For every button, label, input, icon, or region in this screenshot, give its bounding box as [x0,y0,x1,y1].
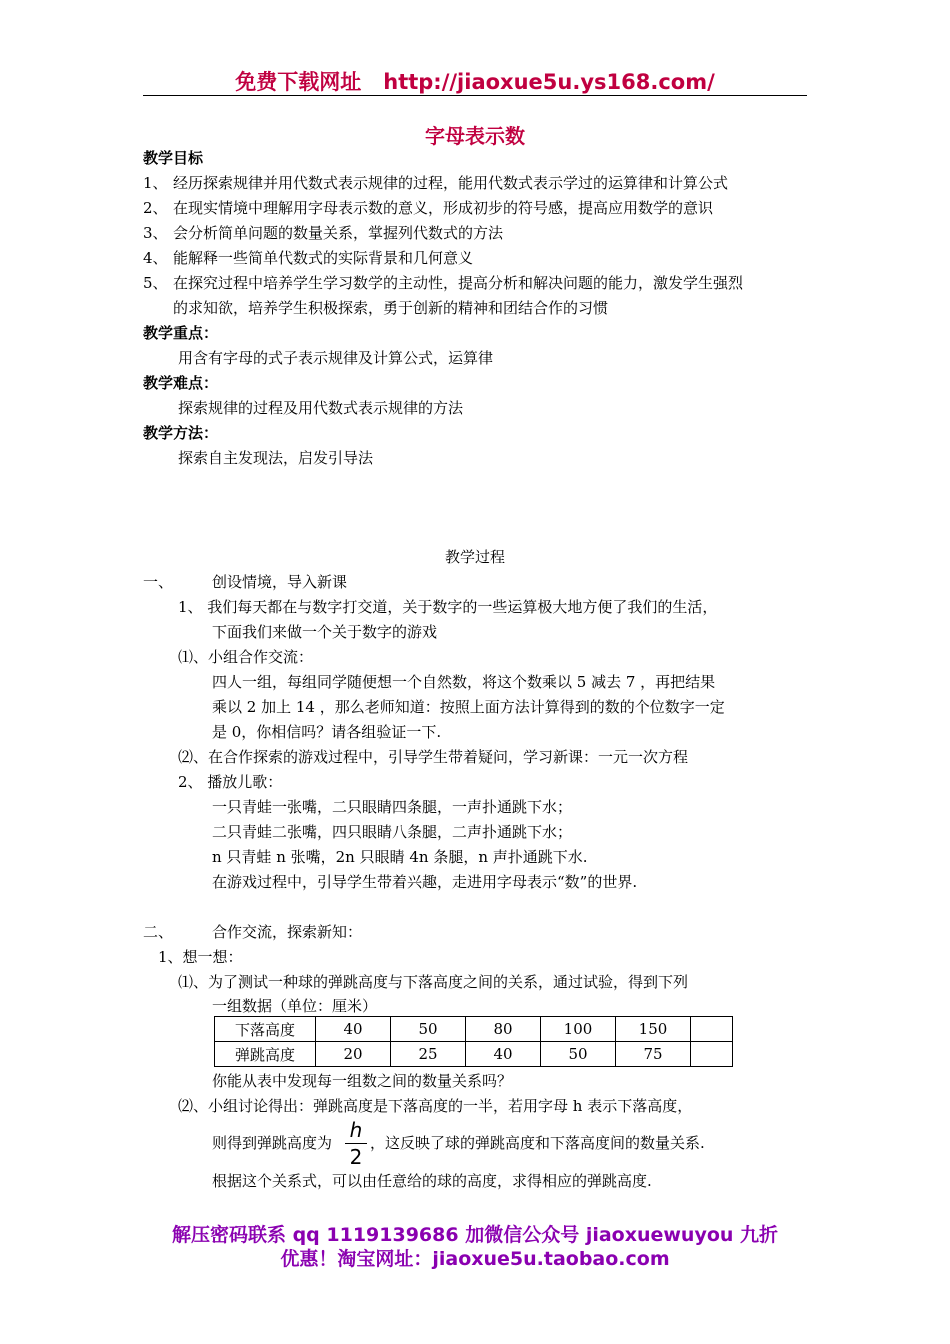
fraction-numerator: h [349,1118,363,1142]
table-cell: 75 [616,1042,691,1067]
paragraph: 乘以 2 加上 14 ，那么老师知道：按照上面方法计算得到的数的个位数字一定 [212,698,725,716]
goal-num: 3、 [143,224,168,242]
goal-text: 在探究过程中培养学生学习数学的主动性，提高分析和解决问题的能力，激发学生强烈 [173,274,744,292]
paragraph: 你能从表中发现每一组数之间的数量关系吗？ [212,1072,513,1090]
difficulties-heading: 教学难点： [143,374,219,392]
table-row [215,1042,733,1067]
song-line: n 只青蛙 n 张嘴，2n 只眼睛 4n 条腿，n 声扑通跳下水. [212,848,588,866]
header-label: 免费下载网址 [235,70,362,94]
height-data-table [214,1016,733,1067]
goal-text-continued: 的求知欲，培养学生积极探索，勇于创新的精神和团结合作的习惯 [173,299,609,317]
table-row [215,1017,733,1042]
paragraph: ⑴、为了测试一种球的弹跳高度与下落高度之间的关系，通过试验，得到下列 [178,973,689,991]
table-cell: 80 [466,1017,541,1042]
footer-line-1: 解压密码联系 qq 1119139686 加微信公众号 jiaoxuewuyou 九折 [171,1224,779,1246]
table-cell: 100 [541,1017,616,1042]
paragraph: 2、 播放儿歌： [178,773,283,791]
header-url-link[interactable]: http://jiaoxue5u.ys168.com/ [383,70,715,94]
method-text: 探索自主发现法，启发引导法 [178,449,374,467]
song-line: 一只青蛙一张嘴，二只眼睛四条腿，一声扑通跳下水； [212,798,573,816]
goal-text: 经历探索规律并用代数式表示规律的过程，能用代数式表示学过的运算律和计算公式 [173,174,729,192]
method-heading: 教学方法： [143,424,219,442]
song-line: 二只青蛙二张嘴，四只眼睛八条腿，二声扑通跳下水； [212,823,573,841]
paragraph: 在游戏过程中，引导学生带着兴趣，走进用字母表示“数”的世界. [212,873,638,891]
footer-line-2: 优惠！淘宝网址：jiaoxue5u.taobao.com [280,1248,670,1270]
goal-num: 1、 [143,174,168,192]
document-title: 字母表示数 [425,124,525,148]
table-cell [691,1042,733,1067]
table-cell: 25 [391,1042,466,1067]
section-1-num: 一、 [143,573,174,591]
paragraph: 根据这个关系式，可以由任意给的球的高度，求得相应的弹跳高度. [212,1172,652,1190]
page-header [0,66,950,96]
table-cell: 150 [616,1017,691,1042]
section-1-title: 创设情境，导入新课 [212,573,348,591]
paragraph: ⑴、小组合作交流： [178,648,314,666]
paragraph: 是 0，你相信吗？请各组验证一下. [212,723,442,741]
paragraph: 1、想一想： [158,948,243,966]
table-cell: 下落高度 [215,1017,316,1042]
fraction-h-over-2 [345,1118,367,1169]
table-cell: 弹跳高度 [215,1042,316,1067]
paragraph: ，这反映了球的弹跳高度和下落高度间的数量关系. [370,1134,705,1152]
table-cell: 50 [391,1017,466,1042]
table-cell: 20 [316,1042,391,1067]
goals-heading: 教学目标 [143,149,204,167]
difficulties-text: 探索规律的过程及用代数式表示规律的方法 [178,399,464,417]
key-points-heading: 教学重点： [143,324,219,342]
paragraph: 一组数据（单位：厘米） [212,997,378,1015]
process-heading: 教学过程 [444,548,505,566]
goal-text: 在现实情境中理解用字母表示数的意义，形成初步的符号感，提高应用数学的意识 [173,199,714,217]
paragraph: 1、 我们每天都在与数字打交道，关于数字的一些运算极大地方便了我们的生活， [178,598,718,616]
goal-text: 能解释一些简单代数式的实际背景和几何意义 [173,249,474,267]
paragraph: ⑵、在合作探索的游戏过程中，引导学生带着疑问，学习新课：一元一次方程 [178,748,689,766]
table-cell: 40 [316,1017,391,1042]
header-divider [143,95,807,96]
fraction-denominator: 2 [349,1145,363,1169]
section-2-num: 二、 [143,923,174,941]
section-2-title: 合作交流，探索新知： [212,923,363,941]
goal-num: 5、 [143,274,168,292]
table-cell [691,1017,733,1042]
goal-num: 4、 [143,249,168,267]
goal-num: 2、 [143,199,168,217]
paragraph: ⑵、小组讨论得出：弹跳高度是下落高度的一半，若用字母 h 表示下落高度， [178,1097,693,1115]
paragraph: 四人一组，每组同学随便想一个自然数，将这个数乘以 5 减去 7 ，再把结果 [212,673,716,691]
fraction-bar [345,1143,367,1144]
table-cell: 50 [541,1042,616,1067]
goal-text: 会分析简单问题的数量关系，掌握列代数式的方法 [173,224,504,242]
paragraph: 则得到弹跳高度为 [212,1134,333,1152]
paragraph: 下面我们来做一个关于数字的游戏 [212,623,438,641]
key-points-text: 用含有字母的式子表示规律及计算公式，运算律 [178,349,494,367]
table-cell: 40 [466,1042,541,1067]
